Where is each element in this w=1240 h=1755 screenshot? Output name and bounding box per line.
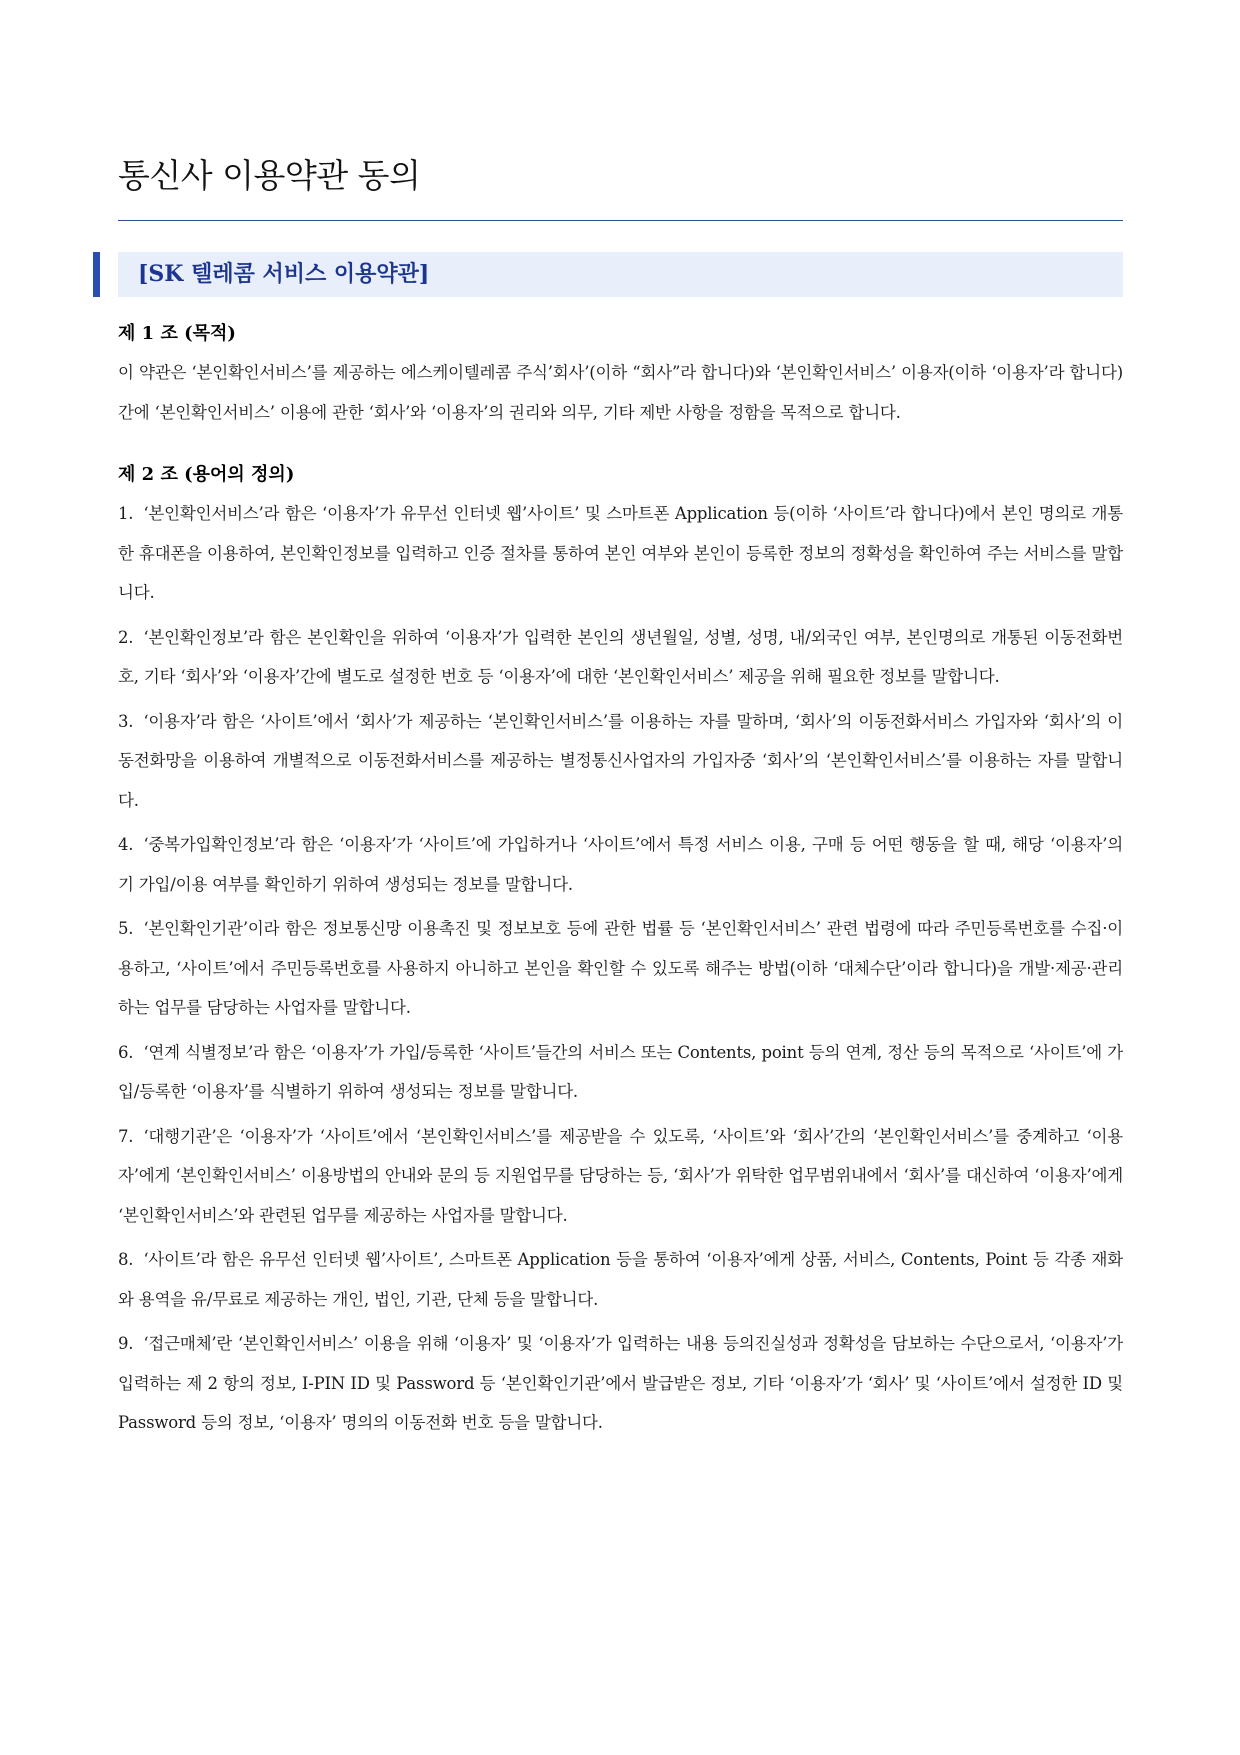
list-item-number: 1. — [118, 504, 134, 523]
document-page — [118, 0, 1123, 1448]
section-accent-bar — [93, 252, 100, 297]
list-item-text: ‘중복가입확인정보’라 함은 ‘이용자’가 ‘사이트’에 가입하거나 ‘사이트’에서 특정 서비스 이용, 구매 등 어떤 행동을 할 때, 해당 ‘이용자’의 기 가입/이용 여부를 확인하기 위하여 생성되는 정보를 말합니다. — [118, 835, 1123, 894]
list-item-text: ‘사이트’라 함은 유무선 인터넷 웹’사이트’, 스마트폰 Application 등을 통하여 ‘이용자’에게 상품, 서비스, Contents, Point 등 각종 재화와 용역을 유/무료로 제공하는 개인, 법인, 기관, 단체 등을 말합니다. — [118, 1250, 1123, 1309]
list-item — [118, 825, 1123, 904]
article-heading: 제 1 조 (목적) — [118, 323, 236, 344]
page-title: 통신사 이용약관 동의 — [118, 156, 421, 195]
list-item — [118, 702, 1123, 821]
section-header — [118, 252, 1123, 297]
article-text: 이 약관은 ‘본인확인서비스’를 제공하는 에스케이텔레콤 주식’회사’(이하 “회사”라 합니다)와 ‘본인확인서비스’ 이용자(이하 ‘이용자’라 합니다)간에 ‘본인확인서비스’ 이용에 관한 ‘회사’와 ‘이용자’의 권리와 의무, 기타 제반 사항을 정함을 목적으로 합니다. — [118, 363, 1123, 422]
list-item-number: 9. — [118, 1334, 134, 1353]
list-item-text: ‘이용자’라 함은 ‘사이트’에서 ‘회사’가 제공하는 ‘본인확인서비스’를 이용하는 자를 말하며, ‘회사’의 이동전화서비스 가입자와 ‘회사’의 이동전화망을 이용하여 개별적으로 이동전화서비스를 제공하는 별정통신사업자의 가입자중 ‘회사’의 ‘본인확인서비스’를 이용하는 자를 말합니다. — [118, 711, 1123, 810]
list-item — [118, 1324, 1123, 1443]
section-title: [SK 텔레콤 서비스 이용약관] — [138, 261, 430, 287]
list-item-number: 4. — [118, 835, 134, 854]
list-item-number: 8. — [118, 1250, 134, 1269]
list-item — [118, 1117, 1123, 1236]
article-2 — [118, 456, 1123, 1443]
list-item — [118, 1240, 1123, 1319]
title-divider — [118, 220, 1123, 221]
list-item — [118, 618, 1123, 697]
article-heading: 제 2 조 (용어의 정의) — [118, 464, 295, 485]
list-item-text: ‘본인확인기관’이라 함은 정보통신망 이용촉진 및 정보보호 등에 관한 법률 등 ‘본인확인서비스’ 관련 법령에 따라 주민등록번호를 수집·이용하고, ‘사이트’에서 주민등록번호를 사용하지 아니하고 본인을 확인할 수 있도록 해주는 방법(이하 ‘대체수단’이라 합니다)을 개발·제공·관리하는 업무를 담당하는 사업자를 말합니다. — [118, 919, 1123, 1017]
list-item-text: ‘본인확인서비스’라 함은 ‘이용자’가 유무선 인터넷 웹’사이트’ 및 스마트폰 Application 등(이하 ‘사이트’라 합니다)에서 본인 명의로 개통한 휴대폰을 이용하여, 본인확인정보를 입력하고 인증 절차를 통하여 본인 여부와 본인이 등록한 정보의 정확성을 확인하여 주는 서비스를 말합니다. — [118, 504, 1123, 602]
list-item-number: 7. — [118, 1126, 134, 1146]
list-item-text: ‘연계 식별정보’라 함은 ‘이용자’가 가입/등록한 ‘사이트’들간의 서비스 또는 Contents, point 등의 연계, 정산 등의 목적으로 ‘사이트’에 가입/등록한 ‘이용자’를 식별하기 위하여 생성되는 정보를 말합니다. — [118, 1042, 1123, 1101]
list-item — [118, 1033, 1123, 1112]
list-item-number: 6. — [118, 1042, 134, 1062]
list-item — [118, 494, 1123, 613]
list-item-number: 5. — [118, 919, 134, 938]
article-1 — [118, 315, 1123, 432]
list-item-text: ‘대행기관’은 ‘이용자’가 ‘사이트’에서 ‘본인확인서비스’를 제공받을 수 있도록, ‘사이트’와 ‘회사’간의 ‘본인확인서비스’를 중계하고 ‘이용자’에게 ‘본인확인서비스’ 이용방법의 안내와 문의 등 지원업무를 담당하는 등, ‘회사’가 위탁한 업무범위내에서 ‘회사’를 대신하여 ‘이용자’에게 ‘본인확인서비스’와 관련된 업무를 제공하는 사업자를 말합니다. — [118, 1126, 1123, 1225]
list-item-number: 3. — [118, 711, 134, 731]
list-item — [118, 909, 1123, 1028]
list-item-number: 2. — [118, 627, 134, 647]
list-item-text: ‘본인확인정보’라 함은 본인확인을 위하여 ‘이용자’가 입력한 본인의 생년월일, 성별, 성명, 내/외국인 여부, 본인명의로 개통된 이동전화번호, 기타 ‘회사’와 ‘이용자’간에 별도로 설정한 번호 등 ‘이용자’에 대한 ‘본인확인서비스’ 제공을 위해 필요한 정보를 말합니다. — [118, 627, 1123, 686]
list-item-text: ‘접근매체’란 ‘본인확인서비스’ 이용을 위해 ‘이용자’ 및 ‘이용자’가 입력하는 내용 등의진실성과 정확성을 담보하는 수단으로서, ‘이용자’가 입력하는 제 2 항의 정보, I-PIN ID 및 Password 등 ‘본인확인기관’에서 발급받은 정보, 기타 ‘이용자’가 ‘회사’ 및 ‘사이트’에서 설정한 ID 및 Password 등의 정보, ‘이용자’ 명의의 이동전화 번호 등을 말합니다. — [118, 1334, 1123, 1432]
definition-list — [118, 494, 1123, 1443]
